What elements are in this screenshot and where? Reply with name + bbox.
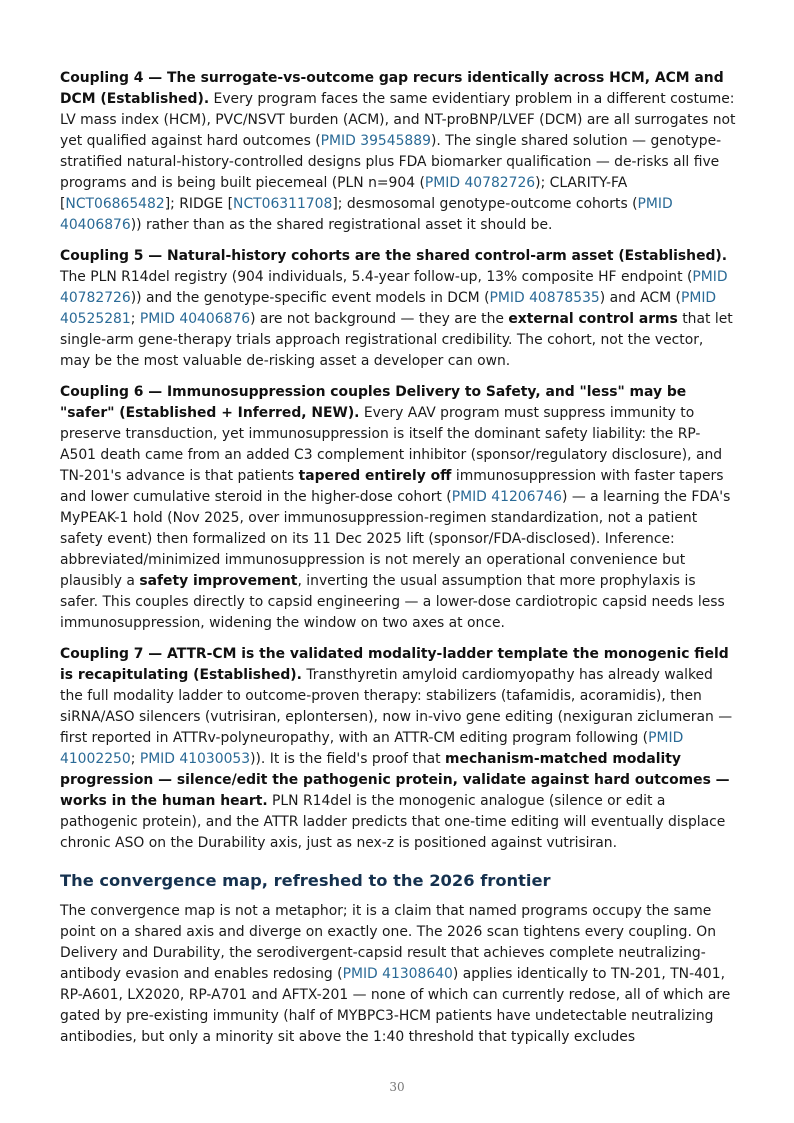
citation-link[interactable]: PMID 39545889 <box>320 133 431 149</box>
citation-link[interactable]: PMID 40878535 <box>489 290 600 306</box>
coupling-7-heading: Coupling 7 — ATTR-CM is the validated modality-ladder template the monogenic field is recapitulating (Established). <box>60 646 729 683</box>
emphasis-text: safety improvement <box>139 573 298 589</box>
citation-link[interactable]: PMID 40406876 <box>60 196 673 233</box>
coupling-6-heading: Coupling 6 — Immunosuppression couples Delivery to Safety, and "less" may be "safer" (Established + Inferred, NEW). <box>60 384 687 421</box>
page-number: 30 <box>389 1080 405 1094</box>
coupling-4-text: ); CLARITY-FA [ <box>60 175 628 212</box>
coupling-6-paragraph <box>60 382 736 634</box>
coupling-4-paragraph <box>60 68 736 236</box>
coupling-4-text: Every program faces the same evidentiary problem in a different costume: LV mass index (HCM), PVC/NSVT burden (ACM), and NT-proBNP/LVEF (DCM) are all surrogates not yet qualified against hard outcomes ( <box>60 91 736 149</box>
citation-link[interactable]: PMID 40406876 <box>139 311 251 327</box>
coupling-5-heading: Coupling 5 — Natural-history cohorts are the shared control-arm asset (Established). <box>60 248 728 264</box>
emphasis-text: tapered entirely off <box>298 468 452 484</box>
coupling-6-text: Every AAV program must suppress immunity to preserve transduction, yet immunosuppression is itself the dominant safety liability: the RP-A501 death came from an added C3 complement inhibitor (sponsor/regulatory disclosure), and TN-201's advance is that patients <box>60 405 723 484</box>
citation-link[interactable]: PMID 41030053 <box>139 751 251 767</box>
coupling-7-text: ; <box>130 751 140 767</box>
coupling-5-text: ) are not background — they are the <box>250 311 509 327</box>
section-heading: The convergence map, refreshed to the 2026 frontier <box>60 871 551 890</box>
coupling-7-text: )). It is the field's proof that <box>250 751 446 767</box>
coupling-5-paragraph <box>60 246 736 372</box>
coupling-4-text: )) rather than as the shared registrational asset it should be. <box>130 217 553 233</box>
emphasis-text: mechanism-matched modality progression — silence/edit the pathogenic protein, validate against hard outcomes — works in the human heart. <box>60 751 730 809</box>
citation-link[interactable]: PMID 41206746 <box>451 489 562 505</box>
citation-link[interactable]: PMID 40782726 <box>424 175 536 191</box>
citation-link[interactable]: PMID 40525281 <box>60 290 717 327</box>
coupling-7-text: Transthyretin amyloid cardiomyopathy has already walked the full modality ladder to outcome-proven therapy: stabilizers (tafamidis, acoramidis), then siRNA/ASO silencers (vutrisiran, eplontersen), now in-vivo gene editing (nexiguran ziclumeran — first reported in ATTRv-polyneuropathy, with an ATTR-CM editing program following ( <box>60 667 733 746</box>
citation-link[interactable]: PMID 41002250 <box>60 730 684 767</box>
trial-link[interactable]: NCT06311708 <box>233 196 333 212</box>
coupling-4-text: ). The single shared solution — genotype-stratified natural-history-controlled designs plus FDA biomarker qualification — de-risks all five programs and is being built piecemeal (PLN n=904 ( <box>60 133 722 191</box>
coupling-5-text: that let single-arm gene-therapy trials approach registrational credibility. The cohort, not the vector, may be the most valuable de-risking asset a developer can own. <box>60 311 733 369</box>
coupling-4-heading: Coupling 4 — The surrogate-vs-outcome gap recurs identically across HCM, ACM and DCM (Established). <box>60 70 724 107</box>
document-page <box>60 68 736 1058</box>
coupling-4-text: ]; desmosomal genotype-outcome cohorts ( <box>332 196 638 212</box>
coupling-6-text: immunosuppression with faster tapers and lower cumulative steroid in the higher-dose cohort ( <box>60 468 724 505</box>
trial-link[interactable]: NCT06865482 <box>65 196 165 212</box>
coupling-5-text: ) and ACM ( <box>599 290 681 306</box>
emphasis-text: external control arms <box>508 311 678 327</box>
citation-link[interactable]: PMID 41308640 <box>342 966 453 982</box>
coupling-5-text: The PLN R14del registry (904 individuals, 5.4-year follow-up, 13% composite HF endpoint ( <box>60 269 693 285</box>
coupling-7-text: PLN R14del is the monogenic analogue (silence or edit a pathogenic protein), and the ATTR ladder predicts that one-time editing will eventually displace chronic ASO on the Durability axis, just as nex-z is positioned against vutrisiran. <box>60 793 726 851</box>
section-text: The convergence map is not a metaphor; it is a claim that named programs occupy the same point on a shared axis and diverge on exactly one. The 2026 scan tightens every coupling. On Delivery and Durability, the serodivergent-capsid result that achieves complete neutralizing-antibody evasion and enables redosing ( <box>60 903 717 982</box>
coupling-5-text: ; <box>130 311 140 327</box>
convergence-map-paragraph <box>60 901 736 1048</box>
coupling-4-text: ]; RIDGE [ <box>164 196 234 212</box>
coupling-7-paragraph <box>60 644 736 854</box>
coupling-6-text: , inverting the usual assumption that more prophylaxis is safer. This couples directly to capsid engineering — a lower-dose cardiotropic capsid needs less immunosuppression, widening the window on two axes at once. <box>60 573 725 631</box>
coupling-5-text: )) and the genotype-specific event models in DCM ( <box>130 290 490 306</box>
coupling-6-text: ) — a learning the FDA's MyPEAK-1 hold (Nov 2025, over immunosuppression-regimen standardization, not a patient safety event) then formalized on its 11 Dec 2025 lift (sponsor/FDA-disclosed). Inference: abbreviated/minimized immunosuppression is not merely an operational convenience but plausibly a <box>60 489 731 589</box>
section-text: ) applies identically to TN-201, TN-401, RP-A601, LX2020, RP-A701 and AFTX-201 — none of which can currently redose, all of which are gated by pre-existing immunity (half of MYBPC3-HCM patients have undetectable neutralizing antibodies, but only a minority sit above the 1:40 threshold that typically excludes <box>60 966 731 1045</box>
citation-link[interactable]: PMID 40782726 <box>60 269 728 306</box>
